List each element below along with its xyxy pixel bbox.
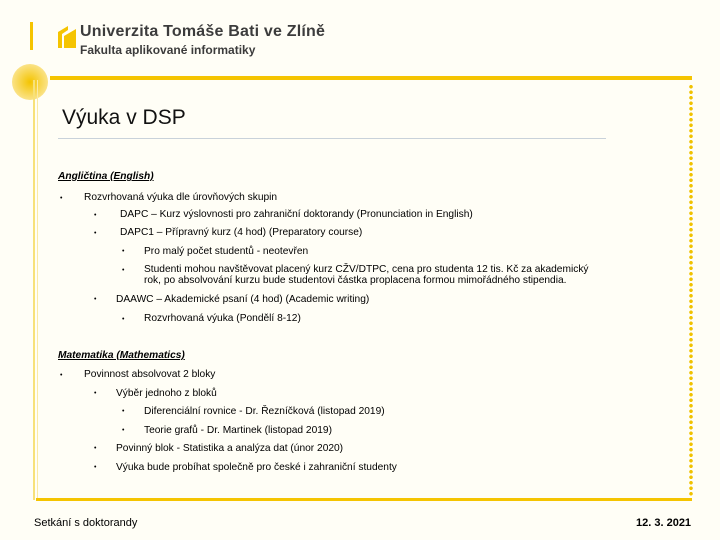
bullet: • [122,316,125,323]
university-name: Univerzita Tomáše Bati ve Zlíně [80,23,326,40]
bullet: • [60,195,63,202]
list-item: Rozvrhovaná výuka (Pondělí 8-12) [144,313,301,324]
bullet: • [94,230,97,237]
bullet: • [60,372,63,379]
bullet: • [122,427,125,434]
top-divider [50,76,692,80]
list-item: Výuka bude probíhat společně pro české i zahraniční studenty [116,462,397,473]
bullet: • [94,390,97,397]
list-item: Povinnost absolvovat 2 bloky [84,369,216,380]
bullet: • [122,248,125,255]
slide-title: Výuka v DSP [62,106,186,129]
decorative-circle [12,64,48,100]
list-item-continuation: rok, po absolvování kurzu bude studentovi částka proplacena formou mimořádného stipendia. [144,275,567,286]
footer-title: Setkání s doktorandy [34,517,138,529]
bullet: • [94,464,97,471]
list-item: Studenti mohou navštěvovat placený kurz CŽV/DTPC, cena pro studenta 12 tis. Kč za akademický [144,264,589,275]
list-item: DAAWC – Akademické psaní (4 hod) (Academic writing) [116,294,370,305]
bullet: • [94,212,97,219]
left-divider-secondary [37,80,38,500]
list-item: Rozvrhovaná výuka dle úrovňových skupin [84,192,278,203]
section-heading-english: Angličtina (English) [58,171,154,182]
logo-accent-bar [30,22,33,50]
section-heading-math: Matematika (Mathematics) [58,350,185,361]
faculty-name: Fakulta aplikované informatiky [80,43,256,57]
bullet: • [122,408,125,415]
list-item: Výběr jednoho z bloků [116,388,217,399]
list-item: Diferenciální rovnice - Dr. Řezníčková (listopad 2019) [144,406,385,417]
bullet: • [94,445,97,452]
bottom-divider [36,498,692,501]
left-divider [33,80,35,500]
title-underline [58,138,606,139]
university-logo-icon [58,26,76,48]
dotted-border [687,84,695,496]
list-item: DAPC1 – Přípravný kurz (4 hod) (Preparatory course) [120,227,363,238]
list-item: Pro malý počet studentů - neotevřen [144,246,309,257]
list-item: Povinný blok - Statistika a analýza dat (únor 2020) [116,443,344,454]
list-item: Teorie grafů - Dr. Martinek (listopad 2019) [144,425,332,436]
list-item: DAPC – Kurz výslovnosti pro zahraniční doktorandy (Pronunciation in English) [120,209,473,220]
bullet: • [122,267,125,274]
footer-date: 12. 3. 2021 [636,517,692,529]
bullet: • [94,296,97,303]
